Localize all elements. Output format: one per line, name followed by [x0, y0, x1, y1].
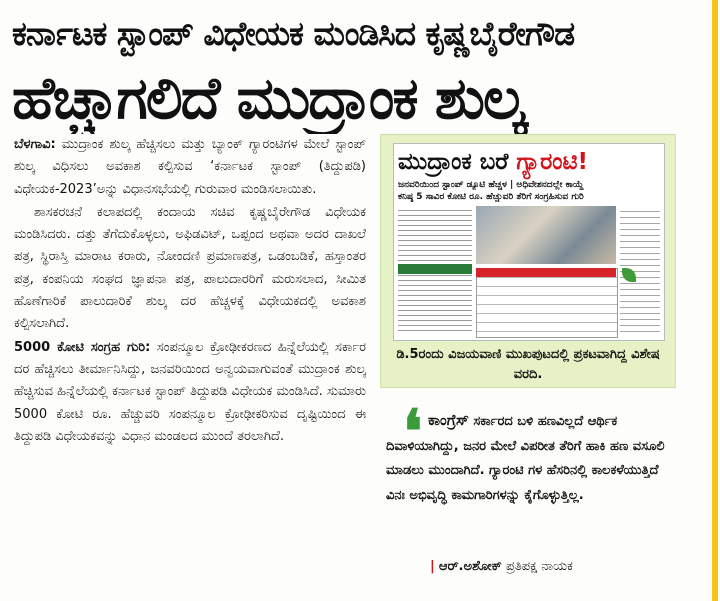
dateline: ಬೆಳಗಾವಿ:: [14, 137, 56, 152]
paragraph-2: ಶಾಸಕರಚನೆ ಕಲಾಪದಲ್ಲಿ ಕಂದಾಯ ಸಚಿವ ಕೃಷ್ಣಬೈರೇಗೌಡ ವಿಧೇಯಕ ಮಂಡಿಸಿದರು. ದತ್ತು ತೆಗೆದುಕೊಳ್ಳಲು, ಅಫಿಡವಿಟ್, ಒಪ್ಪಂದ ಅಥವಾ ಅದರ ದಾಖಲೆ ಪತ್ರ, ಸ್ಥಿರಾಸ್ತಿ ಮಾರಾಟ ಕರಾರು, ನೋಂದಣಿ ಪ್ರಮಾಣಪತ್ರ, ಒಡಂಬಡಿಕೆ, ಹಸ್ತಾಂತರ ಪತ್ರ, ಕಂಪನಿಯ ಸಂಘದ ಜ್ಞಾಪನಾ ಪತ್ರ, ಪಾಲುದಾರರಿಗೆ ಮರುಸಲಾದ, ಸೀಮಿತ ಹೊಣೆಗಾರಿಕೆ ಪಾಲುದಾರಿಕೆ ಶುಲ್ಕ ದರ ಹೆಚ್ಚಳಕ್ಕೆ ವಿಧೇಯಕದಲ್ಲಿ ಅವಕಾಶ ಕಲ್ಪಿಸಲಾಗಿದೆ.: [14, 204, 366, 332]
attribution-name: ಆರ್.ಅಶೋಕ್: [438, 559, 502, 574]
paragraph-3-text: ಸಂಪನ್ಮೂಲ ಕ್ರೋಢೀಕರಣದ ಹಿನ್ನೆಲೆಯಲ್ಲಿ ಸರ್ಕಾರ ದರ ಹೆಚ್ಚಿಸಲು ತೀರ್ಮಾನಿಸಿದ್ದು, ಜನವರಿಯಿಂದ ಅನ್ವಯವಾಗುವಂತೆ ಮುದ್ರಾಂಕ ಶುಲ್ಕ ಹೆಚ್ಚಿಸುವ ಹಿನ್ನೆಲೆಯಲ್ಲಿ ಕರ್ನಾಟಕ ಸ್ಟಾಂಪ್ ತಿದ್ದುಪಡಿ ವಿಧೇಯಕ ಮಂಡಿಸಿದೆ. ಸುಮಾರು 5000 ಕೋಟಿ ರೂ. ಹೆಚ್ಚುವರಿ ಸಂಪನ್ಮೂಲ ಕ್ರೋಢೀಕರಿಸುವ ದೃಷ್ಟಿಯಿಂದ ಈ ತಿದ್ದುಪಡಿ ವಿಧೇಯಕವನ್ನು ವಿಧಾನ ಮಂಡಲದ ಮುಂದೆ ತರಲಾಗಿದೆ.: [14, 339, 366, 444]
page-edge-rule: [712, 0, 718, 601]
clip-table: [476, 268, 618, 338]
front-page-clipping: [393, 143, 665, 341]
clip-caption: ಡಿ.5ರಂದು ವಿಜಯವಾಣಿ ಮುಖಪುಟದಲ್ಲಿ ಪ್ರಕಟವಾಗಿದ್ದ ವಿಶೇಷ ವರದಿ.: [396, 347, 660, 382]
article-body: [14, 134, 366, 594]
attribution-role: ಪ್ರತಿಪಕ್ಷ ನಾಯಕ: [505, 559, 573, 574]
paragraph-1-text: ಮುದ್ರಾಂಕ ಶುಲ್ಕ ಹೆಚ್ಚಿಸಲು ಮತ್ತು ಬ್ಯಾಂಕ್ ಗ್ಯಾರಂಟಿಗಳ ಮೇಲೆ ಸ್ಟಾಂಪ್ ಶುಲ್ಕ ವಿಧಿಸಲು ಅವಕಾಶ ಕಲ್ಪಿಸುವ ‘ಕರ್ನಾಟಕ ಸ್ಟಾಂಪ್ (ತಿದ್ದುಪಡಿ) ವಿಧೇಯಕ-2023’ಅನ್ನು ವಿಧಾನಸಭೆಯಲ್ಲಿ ಗುರುವಾರ ಮಂಡಿಸಲಾಯಿತು.: [14, 137, 366, 197]
quote-mark-icon: ❛: [403, 397, 423, 467]
attribution-bar: |: [430, 559, 435, 574]
clip-subheadline-1: ಜನವರಿಯಿಂದ ಸ್ಟಾಂಪ್ ಡ್ಯೂಟಿ ಹೆಚ್ಚಳ | ಅಧಿವೇಶನದಲ್ಲೇ ಕಾಯ್ದೆ: [398, 180, 584, 190]
clip-table-header: [476, 268, 616, 277]
sidebar-box: [380, 134, 676, 388]
article-headline: ಹೆಚ್ಚಾಗಲಿದೆ ಮುದ್ರಾಂಕ ಶುಲ್ಕ: [12, 64, 525, 132]
paragraph-1: [14, 134, 366, 201]
clip-headline-part2: ಗ್ಯಾರಂಟಿ!: [516, 149, 588, 175]
clip-headline-part1: ಮುದ್ರಾಂಕ ಬರೆ: [398, 149, 517, 175]
quote-lead-word: ಕಾಂಗ್ರೆಸ್: [428, 411, 469, 429]
quote-attribution: [430, 556, 680, 578]
pull-quote: [386, 408, 668, 508]
article-kicker: ಕರ್ನಾಟಕ ಸ್ಟಾಂಪ್ ವಿಧೇಯಕ ಮಂಡಿಸಿದ ಕೃಷ್ಣಬೈರೇಗೌಡ: [12, 14, 575, 53]
subhead: 5000 ಕೋಟಿ ಸಂಗ್ರಹ ಗುರಿ:: [14, 339, 151, 355]
clip-subheadline-2: ಕನಿಷ್ಠ 5 ಸಾವಿರ ಕೋಟಿ ರೂ. ಹೆಚ್ಚುವರಿ ತೆರಿಗೆ ಸಂಗ್ರಹಿಸುವ ಗುರಿ: [398, 192, 584, 202]
clip-badge: [398, 264, 472, 274]
clip-photo: [476, 206, 616, 264]
paragraph-3: [14, 337, 366, 448]
clip-headline: [398, 146, 660, 178]
quote-text: ಸರ್ಕಾರದ ಬಳಿ ಹಣವಿಲ್ಲದೆ ಆರ್ಥಿಕ ದಿವಾಳಿಯಾಗಿದ್ದು, ಜನರ ಮೇಲೆ ವಿಪರೀತ ತೆರಿಗೆ ಹಾಕಿ ಹಣ ವಸೂಲಿ ಮಾಡಲು ಮುಂದಾಗಿದೆ. ಗ್ಯಾರಂಟಿ ಗಳ ಹೆಸರಿನಲ್ಲಿ ಕಾಲಕಳೆಯುತ್ತಿದೆ ವಿನಃ ಅಭಿವೃದ್ಧಿ ಕಾಮಗಾರಿಗಳನ್ನು ಕೈಗೊಳ್ಳುತ್ತಿಲ್ಲ.: [386, 414, 665, 503]
